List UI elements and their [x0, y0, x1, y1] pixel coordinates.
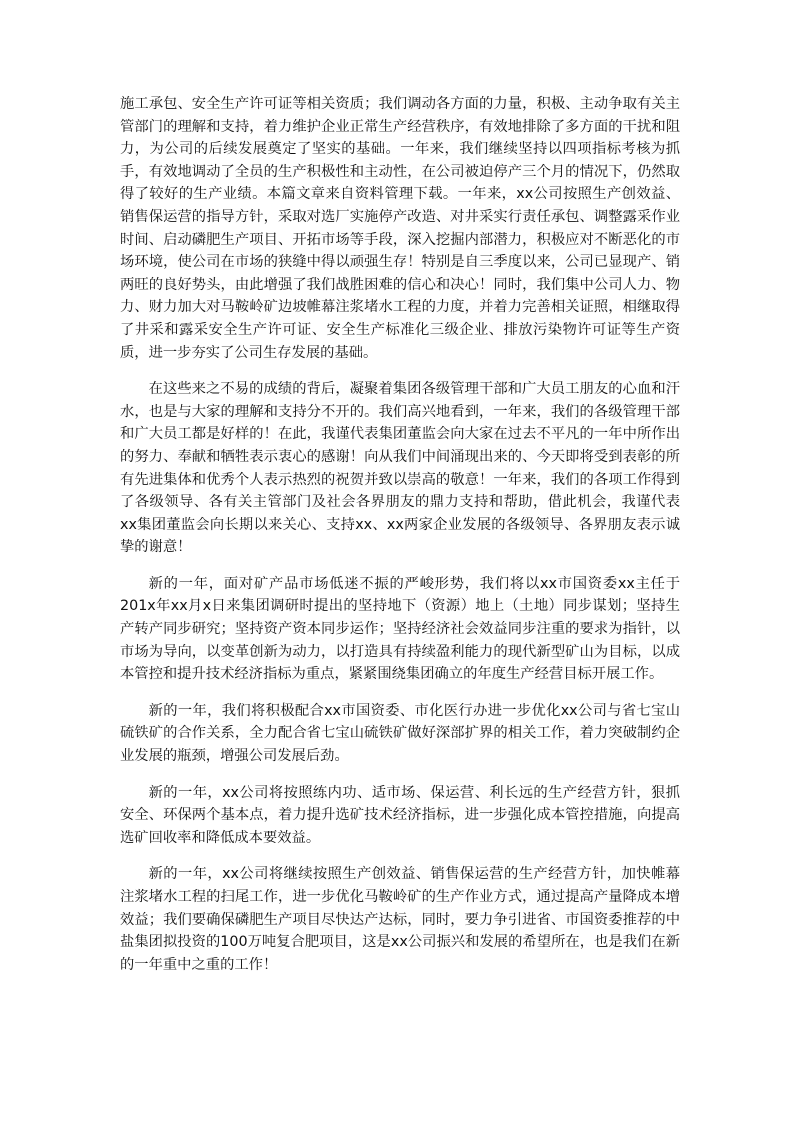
paragraph-3: 新的一年，面对矿产品市场低迷不振的严峻形势，我们将以xx市国资委xx主任于201x年xx月x日来集团调研时提出的坚持地下（资源）地上（土地）同步谋划；坚持生产转产同步研究；坚持资产资本同步运作；坚持经济社会效益同步注重的要求为指针，以市场为导向，以变革创新为动力，以打造具有持续盈利能力的现代新型矿山为目标，以成本管控和提升技术经济指标为重点，紧紧围绕集团确立的年度生产经营目标开展工作。 [120, 575, 680, 683]
paragraph-2: 在这些来之不易的成绩的背后，凝聚着集团各级管理干部和广大员工朋友的心血和汗水，也是与大家的理解和支持分不开的。我们高兴地看到，一年来，我们的各级管理干部和广大员工都是好样的！在此，我谨代表集团董监会向大家在过去不平凡的一年中所作出的努力、奉献和牺牲表示衷心的感谢！向从我们中间涌现出来的、今天即将受到表彰的所有先进集体和优秀个人表示热烈的祝贺并致以崇高的敬意！一年来，我们的各项工作得到了各级领导、各有关主管部门及社会各界朋友的鼎力支持和帮助，借此机会，我谨代表xx集团董监会向长期以来关心、支持xx、xx两家企业发展的各级领导、各界朋友表示诚挚的谢意！ [120, 381, 680, 556]
paragraph-4: 新的一年，我们将积极配合xx市国资委、市化医行办进一步优化xx公司与省七宝山硫铁矿的合作关系，全力配合省七宝山硫铁矿做好深部扩界的相关工作，着力突破制约企业发展的瓶颈，增强公司发展后劲。 [120, 702, 680, 765]
document-body [120, 93, 680, 990]
paragraph-6: 新的一年，xx公司将继续按照生产创效益、销售保运营的生产经营方针，加快帷幕注浆堵水工程的扫尾工作，进一步优化马鞍岭矿的生产作业方式，通过提高产量降成本增效益；我们要确保磷肥生产项目尽快达产达标，同时，要力争引进省、市国资委推荐的中盐集团拟投资的100万吨复合肥项目，这是xx公司振兴和发展的希望所在，也是我们在新的一年重中之重的工作！ [120, 866, 680, 973]
paragraph-5: 新的一年，xx公司将按照练内功、适市场、保运营、利长远的生产经营方针，狠抓安全、环保两个基本点，着力提升选矿技术经济指标，进一步强化成本管控措施，向提高选矿回收率和降低成本要效益。 [120, 784, 680, 846]
paragraph-1: 施工承包、安全生产许可证等相关资质；我们调动各方面的力量，积极、主动争取有关主管部门的理解和支持，着力维护企业正常生产经营秩序，有效地排除了多方面的干扰和阻力，为公司的后续发展奠定了坚实的基础。一年来，我们继续坚持以四项指标考核为抓手，有效地调动了全员的生产积极性和主动性，在公司被迫停产三个月的情况下，仍然取得了较好的生产业绩。本篇文章来自资料管理下载。一年来，xx公司按照生产创效益、销售保运营的指导方针，采取对选厂实施停产改造、对井采实行责任承包、调整露采作业时间、启动磷肥生产项目、开拓市场等手段，深入挖掘内部潜力，积极应对不断恶化的市场环境，使公司在市场的狭缝中得以顽强生存！特别是自三季度以来，公司已显现产、销两旺的良好势头，由此增强了我们战胜困难的信心和决心！同时，我们集中公司人力、物力、财力加大对马鞍岭矿边坡帷幕注浆堵水工程的力度，并着力完善相关证照，相继取得了井采和露采安全生产许可证、安全生产标准化三级企业、排放污染物许可证等生产资质，进一步夯实了公司生存发展的基础。 [120, 96, 680, 361]
